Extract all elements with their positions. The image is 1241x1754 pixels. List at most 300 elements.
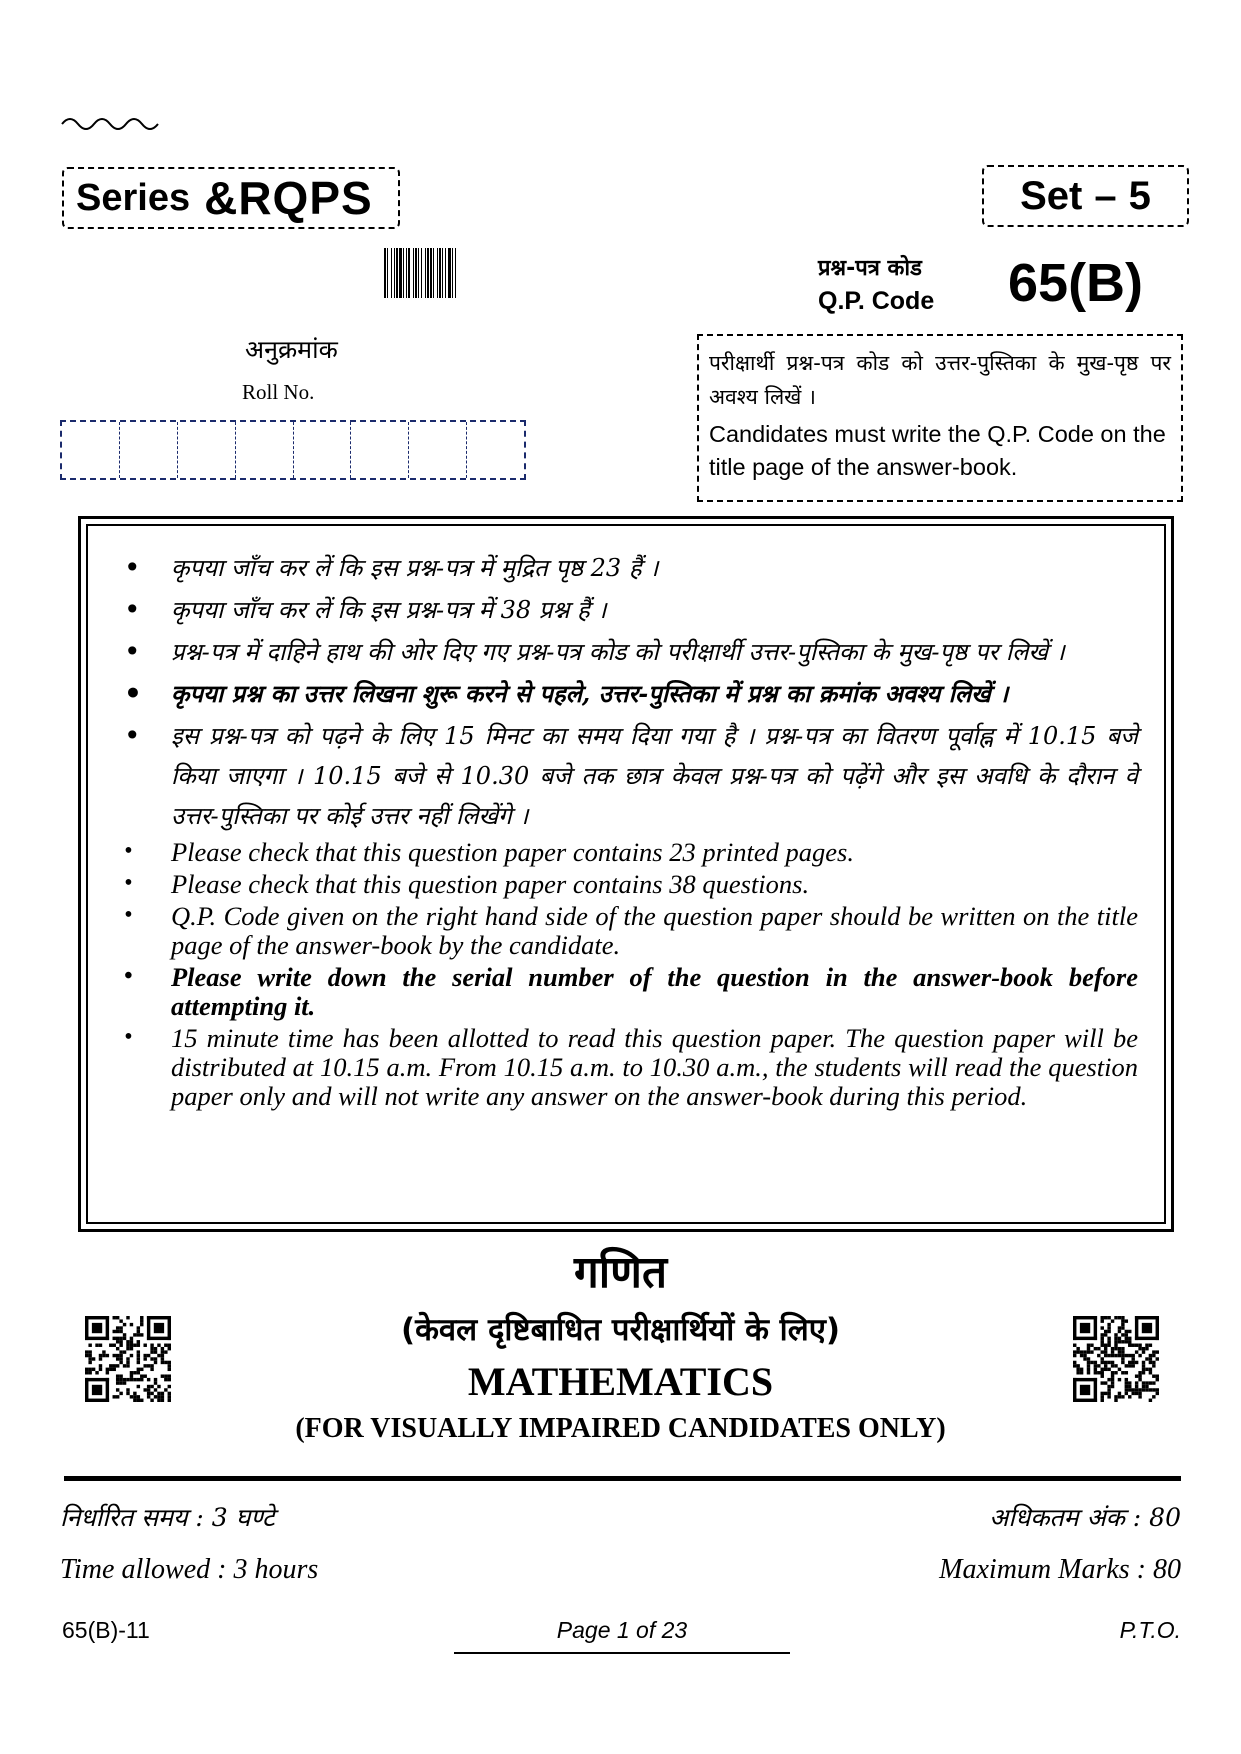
qr-module: [137, 1357, 140, 1360]
qr-module: [1076, 1371, 1079, 1374]
qr-module: [1135, 1337, 1159, 1340]
qr-module: [1145, 1344, 1148, 1347]
qr-module: [102, 1350, 105, 1353]
qr-module: [116, 1340, 119, 1343]
qr-module: [1149, 1368, 1152, 1371]
qr-module: [1142, 1323, 1152, 1333]
qr-module: [1087, 1361, 1090, 1364]
qr-module: [130, 1371, 133, 1374]
qr-module: [1121, 1316, 1124, 1319]
qr-module: [1152, 1381, 1155, 1384]
qr-module: [1101, 1333, 1104, 1336]
qr-module: [1149, 1388, 1152, 1391]
instruction-english-1: • Please check that this question paper contains 23 printed pages.: [116, 838, 1138, 867]
barcode-bar: [439, 248, 441, 298]
barcode: [384, 248, 532, 298]
qr-module: [1145, 1347, 1148, 1350]
qr-module: [1149, 1371, 1152, 1374]
maximum-marks-hindi: अधिकतम अंक : 80: [989, 1503, 1181, 1532]
qr-module: [1087, 1344, 1090, 1347]
qr-module: [126, 1340, 129, 1343]
qr-module: [99, 1354, 102, 1357]
barcode-bar: [394, 248, 395, 298]
qr-module: [1101, 1326, 1104, 1329]
qr-module: [1142, 1347, 1145, 1350]
qr-module: [1125, 1337, 1128, 1340]
qr-module: [102, 1354, 105, 1357]
qr-module: [113, 1395, 116, 1398]
qr-module: [119, 1350, 122, 1353]
qr-module: [123, 1364, 126, 1367]
roll-digit-cell: [62, 422, 120, 478]
set-separator: –: [1094, 173, 1117, 218]
qr-module: [88, 1361, 91, 1364]
qr-module: [1114, 1395, 1117, 1398]
wave-mark: [60, 112, 160, 134]
qr-module: [1152, 1354, 1155, 1357]
qr-module: [1156, 1388, 1159, 1391]
qr-module: [1073, 1361, 1076, 1364]
qr-module: [113, 1337, 116, 1340]
qr-module: [157, 1399, 160, 1402]
qr-module: [1131, 1392, 1134, 1395]
qr-module: [1104, 1354, 1107, 1357]
qr-module: [1125, 1330, 1128, 1333]
instructions-box: [78, 516, 1174, 1232]
qr-module: [116, 1330, 119, 1333]
qr-module: [99, 1344, 102, 1347]
qr-module: [1073, 1337, 1097, 1340]
qr-module: [133, 1378, 136, 1381]
qr-module: [116, 1374, 119, 1377]
subject-subtitle-hindi: (केवल दृष्टिबाधित परीक्षार्थियों के लिए): [400, 1312, 841, 1348]
qr-module: [1090, 1350, 1093, 1353]
barcode-bar: [396, 248, 398, 298]
qr-module: [1128, 1330, 1131, 1333]
qr-module: [1138, 1395, 1141, 1398]
qr-module: [1104, 1344, 1107, 1347]
qr-module: [106, 1371, 109, 1374]
qr-module: [1073, 1354, 1076, 1357]
qr-module: [1083, 1350, 1086, 1353]
qr-module: [1111, 1361, 1114, 1364]
qr-module: [92, 1357, 95, 1360]
qr-module: [164, 1378, 167, 1381]
qr-module: [157, 1392, 160, 1395]
qr-module: [1101, 1316, 1104, 1319]
qr-module: [113, 1330, 116, 1333]
qr-module: [168, 1399, 171, 1402]
qr-module: [109, 1368, 112, 1371]
qr-module: [1135, 1316, 1159, 1319]
qr-module: [1121, 1371, 1124, 1374]
qr-module: [140, 1399, 143, 1402]
qr-module: [1121, 1347, 1124, 1350]
qr-module: [168, 1344, 171, 1347]
qr-module: [1080, 1385, 1090, 1395]
barcode-bar: [421, 248, 422, 298]
qr-module: [1101, 1368, 1104, 1371]
subject-subtitle: (FOR VISUALLY IMPAIRED CANDIDATES ONLY): [295, 1413, 946, 1444]
qr-module: [147, 1378, 150, 1381]
qp-code-label-hindi: प्रश्न-पत्र कोड: [818, 256, 922, 281]
qr-module: [1087, 1347, 1090, 1350]
qr-module: [1073, 1378, 1097, 1381]
qr-module: [140, 1316, 143, 1319]
instructions-list: [116, 548, 1138, 1111]
qr-module: [1118, 1316, 1121, 1319]
qr-module: [1156, 1316, 1159, 1340]
qr-module: [1101, 1374, 1104, 1377]
qr-module: [1111, 1385, 1114, 1388]
qr-module: [168, 1347, 171, 1350]
qr-module: [168, 1368, 171, 1371]
qr-module: [1087, 1350, 1090, 1353]
qr-module: [161, 1395, 164, 1398]
qr-module: [150, 1392, 153, 1395]
qr-module: [137, 1340, 140, 1343]
qr-module: [1125, 1388, 1128, 1391]
qr-module: [1131, 1344, 1134, 1347]
qr-module: [150, 1344, 153, 1347]
qr-module: [1107, 1395, 1110, 1398]
qr-module: [147, 1385, 150, 1388]
qr-code-right: [1073, 1316, 1159, 1402]
instruction-hindi-4: • कृपया प्रश्न का उत्तर लिखना शुरू करने से पहले, उत्तर-पुस्तिका में प्रश्न का क्रमांक अवश्य लिखें ।: [116, 674, 1138, 714]
qr-module: [137, 1326, 140, 1329]
footer-page-number: Page 1 of 23: [556, 1617, 688, 1643]
qr-module: [1121, 1361, 1124, 1364]
qr-module: [1101, 1344, 1104, 1347]
qr-module: [106, 1354, 109, 1357]
qr-module: [113, 1354, 116, 1357]
barcode-bar: [455, 248, 456, 298]
qr-module: [113, 1316, 116, 1319]
qr-module: [1128, 1340, 1131, 1343]
qp-code-label: Q.P. Code: [818, 287, 935, 315]
qr-module: [1107, 1361, 1110, 1364]
qr-module: [157, 1344, 160, 1347]
qr-module: [1149, 1354, 1152, 1357]
qr-module: [1125, 1385, 1128, 1388]
qr-module: [130, 1354, 133, 1357]
qr-module: [154, 1395, 157, 1398]
barcode-bar: [433, 248, 434, 298]
instruction-hindi-2: • कृपया जाँच कर लें कि इस प्रश्न-पत्र में 38 प्रश्न हैं ।: [116, 590, 1138, 630]
qr-module: [168, 1378, 171, 1381]
qr-module: [126, 1364, 129, 1367]
qr-module: [1156, 1374, 1159, 1377]
qr-module: [1111, 1381, 1114, 1384]
qr-module: [137, 1395, 140, 1398]
qr-module: [119, 1374, 122, 1377]
qr-module: [168, 1392, 171, 1395]
qr-module: [154, 1388, 157, 1391]
qr-module: [133, 1399, 136, 1402]
barcode-bar: [387, 248, 388, 298]
qr-module: [119, 1357, 122, 1360]
qr-module: [88, 1354, 91, 1357]
qr-module: [1131, 1388, 1134, 1391]
qr-module: [85, 1337, 109, 1340]
qr-module: [1142, 1388, 1145, 1391]
qr-module: [1121, 1357, 1124, 1360]
qr-module: [1114, 1337, 1117, 1340]
qr-module: [157, 1395, 160, 1398]
qr-module: [1104, 1333, 1107, 1336]
qr-module: [1131, 1354, 1134, 1357]
qr-module: [143, 1357, 146, 1360]
qr-module: [1135, 1344, 1138, 1347]
qr-module: [1111, 1378, 1114, 1381]
qr-module: [137, 1333, 140, 1336]
set-number: 5: [1128, 173, 1151, 218]
qr-module: [1128, 1361, 1131, 1364]
qr-module: [168, 1364, 171, 1367]
instruction-english-5: • 15 minute time has been allotted to read this question paper. The question paper will be distributed at 10.15 a.m. From 10.15 a.m. to 10.30 a.m., the students will read the question paper only and will not write any answer on the answer-book during this period.: [116, 1024, 1138, 1111]
qr-module: [123, 1333, 126, 1336]
qr-module: [130, 1374, 133, 1377]
qr-module: [168, 1385, 171, 1388]
qr-module: [1073, 1316, 1076, 1340]
qr-module: [1104, 1392, 1107, 1395]
qr-module: [140, 1333, 143, 1336]
roll-digit-cell: [351, 422, 409, 478]
qr-module: [1152, 1350, 1155, 1353]
qr-module: [147, 1316, 150, 1340]
qr-module: [1101, 1395, 1104, 1398]
qr-module: [85, 1371, 88, 1374]
barcode-bar: [442, 248, 443, 298]
divider: [64, 1476, 1181, 1481]
qr-module: [116, 1381, 119, 1384]
qr-module: [130, 1347, 133, 1350]
qr-module: [150, 1347, 153, 1350]
qr-module: [1128, 1354, 1131, 1357]
qr-module: [1135, 1385, 1138, 1388]
qr-module: [137, 1385, 140, 1388]
qr-module: [147, 1364, 150, 1367]
qr-module: [1101, 1350, 1104, 1353]
barcode-bar: [430, 248, 432, 298]
qr-module: [1076, 1364, 1079, 1367]
qr-module: [161, 1350, 164, 1353]
qr-module: [95, 1344, 98, 1347]
qr-module: [1107, 1316, 1110, 1319]
note-hindi: परीक्षार्थी प्रश्न-पत्र कोड को उत्तर-पुस्तिका के मुख-पृष्ठ पर अवश्य लिखें ।: [709, 351, 1171, 409]
qr-module: [1114, 1364, 1117, 1367]
qr-module: [161, 1361, 164, 1364]
qr-module: [1104, 1347, 1107, 1350]
qr-module: [88, 1368, 91, 1371]
qr-module: [1080, 1371, 1083, 1374]
qr-module: [1128, 1337, 1131, 1340]
instruction-english-3: • Q.P. Code given on the right hand side of the question paper should be written on the title page of the answer-book by the candidate.: [116, 902, 1138, 960]
qr-module: [1135, 1316, 1138, 1340]
qr-module: [85, 1378, 88, 1402]
qr-module: [1111, 1350, 1114, 1353]
qr-module: [168, 1316, 171, 1340]
qr-module: [1094, 1361, 1097, 1364]
qr-module: [1156, 1350, 1159, 1353]
qr-module: [119, 1354, 122, 1357]
qr-module: [1104, 1330, 1107, 1333]
qr-module: [157, 1385, 160, 1388]
qr-module: [1145, 1381, 1148, 1384]
qr-module: [1080, 1350, 1083, 1353]
qr-module: [143, 1344, 146, 1347]
qr-module: [1131, 1364, 1134, 1367]
qr-module: [119, 1378, 122, 1381]
qr-module: [1145, 1357, 1148, 1360]
qr-module: [1142, 1361, 1145, 1364]
qr-module: [1152, 1395, 1155, 1398]
qr-module: [1087, 1357, 1090, 1360]
qr-module: [161, 1357, 164, 1360]
qr-module: [85, 1354, 88, 1357]
qr-module: [1135, 1374, 1138, 1377]
qr-module: [1128, 1385, 1131, 1388]
roll-digit-cell: [294, 422, 352, 478]
qr-module: [164, 1361, 167, 1364]
qr-module: [1090, 1361, 1093, 1364]
qr-module: [1118, 1350, 1121, 1353]
qr-module: [109, 1344, 112, 1347]
qr-module: [1118, 1395, 1121, 1398]
qr-module: [143, 1354, 146, 1357]
qr-module: [1121, 1350, 1124, 1353]
roll-digit-cell: [236, 422, 294, 478]
qr-module: [1107, 1337, 1110, 1340]
qr-module: [1073, 1378, 1076, 1402]
qr-module: [1094, 1378, 1097, 1402]
qr-module: [126, 1378, 129, 1381]
barcode-bar: [413, 248, 414, 298]
qr-module: [1097, 1371, 1100, 1374]
qr-module: [106, 1368, 109, 1371]
qr-module: [161, 1354, 164, 1357]
qr-module: [1149, 1381, 1152, 1384]
roll-number-label-hindi: अनुक्रमांक: [245, 335, 338, 364]
qr-module: [1101, 1319, 1104, 1322]
qr-module: [154, 1361, 157, 1364]
barcode-bar: [403, 248, 404, 298]
qr-module: [1138, 1388, 1141, 1391]
qr-module: [1107, 1344, 1110, 1347]
qr-module: [1073, 1399, 1097, 1402]
series-label: Series: [76, 176, 191, 219]
qr-module: [88, 1357, 91, 1360]
qr-module: [119, 1326, 122, 1329]
qr-module: [1073, 1344, 1076, 1347]
qr-module: [126, 1347, 129, 1350]
qr-module: [1145, 1368, 1148, 1371]
qr-module: [88, 1344, 91, 1347]
qr-module: [1111, 1371, 1114, 1374]
qr-module: [85, 1350, 88, 1353]
qr-module: [1114, 1347, 1117, 1350]
roll-digit-cell: [467, 422, 524, 478]
instruction-english-2: • Please check that this question paper contains 38 questions.: [116, 870, 1138, 899]
qr-module: [147, 1395, 150, 1398]
barcode-bar: [415, 248, 417, 298]
qr-module: [1118, 1340, 1121, 1343]
qr-module: [1121, 1323, 1124, 1326]
roll-number-boxes: [60, 420, 526, 480]
qr-module: [154, 1350, 157, 1353]
qr-module: [85, 1368, 88, 1371]
qr-module: [126, 1392, 129, 1395]
qr-module: [1087, 1364, 1090, 1367]
qr-module: [1073, 1350, 1076, 1353]
qr-module: [1107, 1378, 1110, 1381]
qr-module: [1121, 1333, 1124, 1336]
qr-module: [1107, 1340, 1110, 1343]
qr-module: [1138, 1371, 1141, 1374]
qr-module: [1118, 1392, 1121, 1395]
qr-module: [106, 1316, 109, 1340]
instruction-hindi-3: • प्रश्न-पत्र में दाहिने हाथ की ओर दिए गए प्रश्न-पत्र कोड को परीक्षार्थी उत्तर-पुस्तिका के मुख-पृष्ठ पर लिखें ।: [116, 632, 1138, 672]
qr-module: [137, 1361, 140, 1364]
qr-module: [143, 1374, 146, 1377]
qr-module: [137, 1378, 140, 1381]
qr-module: [126, 1316, 129, 1319]
qr-module: [1149, 1357, 1152, 1360]
qr-module: [1128, 1344, 1131, 1347]
qr-module: [116, 1347, 119, 1350]
qr-module: [1076, 1368, 1079, 1371]
qr-module: [1111, 1364, 1114, 1367]
qr-module: [1094, 1316, 1097, 1340]
qr-module: [1114, 1371, 1117, 1374]
qr-module: [1073, 1364, 1076, 1367]
qr-module: [119, 1319, 122, 1322]
qr-module: [1135, 1350, 1138, 1353]
qr-module: [168, 1395, 171, 1398]
qr-module: [1125, 1354, 1128, 1357]
qr-module: [150, 1364, 153, 1367]
qr-module: [161, 1399, 164, 1402]
qr-module: [147, 1337, 171, 1340]
qr-module: [1142, 1350, 1145, 1353]
qr-module: [164, 1350, 167, 1353]
qr-module: [1118, 1330, 1121, 1333]
qr-module: [123, 1323, 126, 1326]
qr-module: [126, 1344, 129, 1347]
time-allowed: Time allowed : 3 hours: [60, 1554, 319, 1585]
qr-module: [1152, 1364, 1155, 1367]
time-allowed-hindi: निर्धारित समय : 3 घण्टे: [60, 1503, 275, 1532]
qr-module: [119, 1361, 122, 1364]
qr-module: [123, 1337, 126, 1340]
qr-module: [150, 1368, 153, 1371]
qr-module: [168, 1361, 171, 1364]
qr-module: [92, 1323, 102, 1333]
qr-module: [1080, 1368, 1083, 1371]
barcode-bar: [391, 248, 392, 298]
qr-module: [164, 1388, 167, 1391]
qr-module: [1121, 1395, 1124, 1398]
qr-module: [1094, 1368, 1097, 1371]
qr-module: [116, 1364, 119, 1367]
qr-module: [123, 1378, 126, 1381]
qr-module: [1118, 1347, 1121, 1350]
qr-module: [1125, 1364, 1128, 1367]
qr-module: [1111, 1347, 1114, 1350]
qr-module: [1114, 1344, 1117, 1347]
qr-module: [1101, 1340, 1104, 1343]
qr-module: [126, 1361, 129, 1364]
